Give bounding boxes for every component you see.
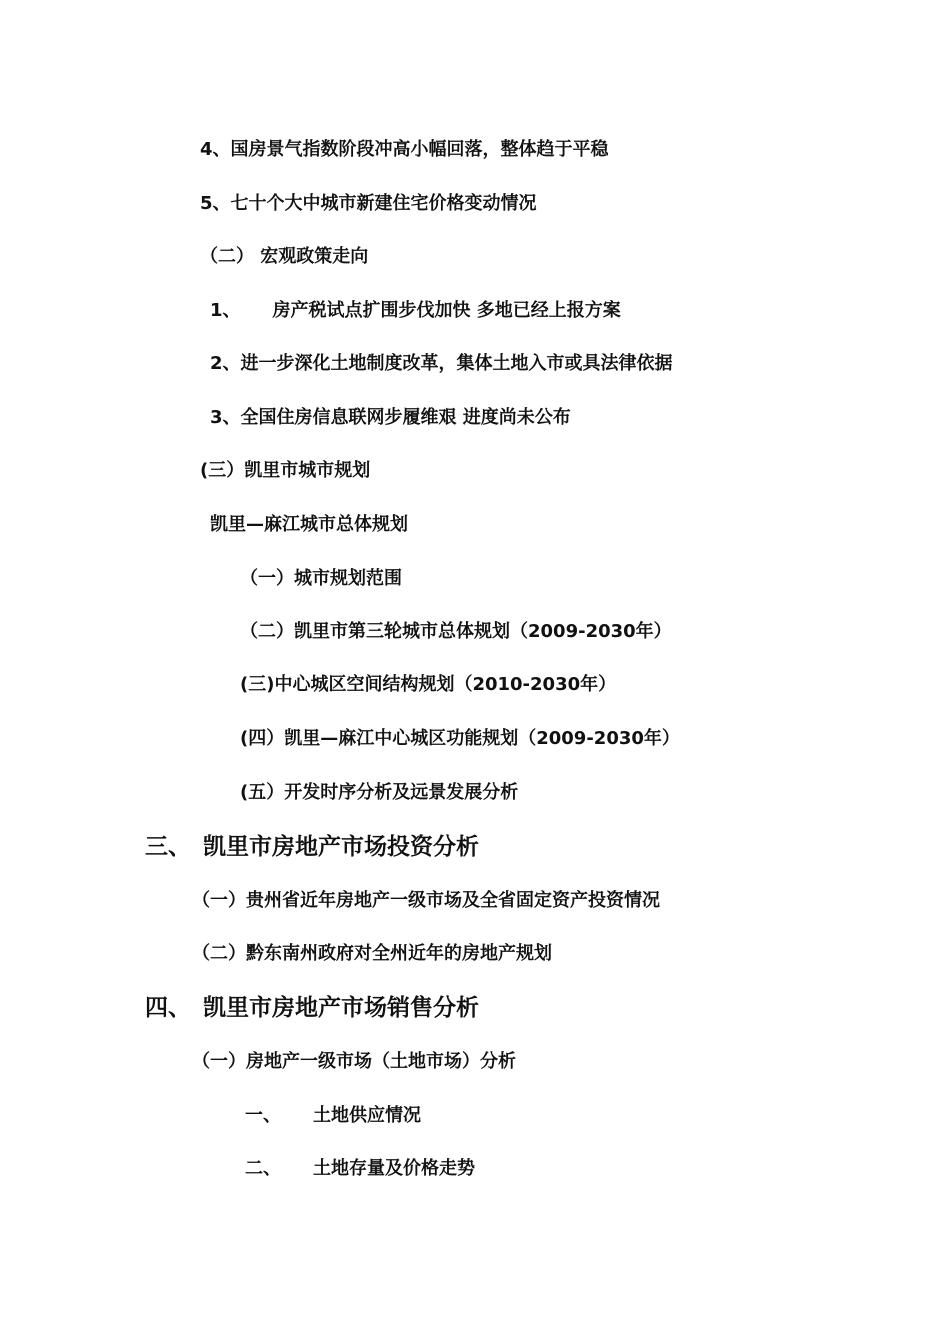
toc-entry-guizhou-investment: （一）贵州省近年房地产一级市场及全省固定资产投资情况 (192, 890, 660, 911)
toc-entry-3-housing-info-network: 3、全国住房信息联网步履维艰 进度尚未公布 (210, 407, 571, 428)
toc-chapter-4-sales (145, 993, 479, 1023)
toc-entry-functional-planning: (四）凯里—麻江中心城区功能规划（2009-2030年） (240, 728, 680, 749)
toc-entry-qiandongnan-planning: （二）黔东南州政府对全州近年的房地产规划 (192, 943, 552, 964)
toc-chapter-3-investment (145, 832, 479, 862)
toc-entry-text: 土地存量及价格走势 (313, 1158, 475, 1179)
toc-entry-land-supply (245, 1104, 421, 1128)
toc-entry-5-housing-prices: 5、七十个大中城市新建住宅价格变动情况 (200, 193, 537, 214)
toc-entry-number: 一、 (245, 1105, 281, 1126)
toc-entry-land-stock-prices (245, 1157, 475, 1181)
toc-entry-number: 二、 (245, 1158, 281, 1179)
toc-entry-third-master-plan: （二）凯里市第三轮城市总体规划（2009-2030年） (240, 621, 672, 642)
toc-entry-development-sequence: (五）开发时序分析及远景发展分析 (240, 782, 519, 803)
toc-chapter-number: 四、 (145, 995, 191, 1021)
toc-entry-2-land-reform: 2、进一步深化土地制度改革，集体土地入市或具法律依据 (210, 353, 673, 374)
toc-entry-kaili-majiang-master-plan: 凯里—麻江城市总体规划 (210, 514, 408, 535)
toc-entry-land-market: （一）房地产一级市场（土地市场）分析 (192, 1051, 516, 1072)
toc-entry-1-property-tax (210, 299, 621, 323)
toc-section-macro-policy: （二） 宏观政策走向 (200, 246, 369, 267)
toc-entry-number: 1、 (210, 300, 241, 321)
toc-entry-4-housing-index: 4、国房景气指数阶段冲高小幅回落，整体趋于平稳 (200, 139, 609, 160)
toc-entry-text: 土地供应情况 (313, 1105, 421, 1126)
toc-entry-spatial-structure: (三)中心城区空间结构规划（2010-2030年） (240, 674, 617, 695)
toc-entry-planning-scope: （一）城市规划范围 (240, 568, 402, 589)
toc-chapter-title: 凯里市房地产市场销售分析 (203, 995, 479, 1021)
toc-chapter-title: 凯里市房地产市场投资分析 (203, 834, 479, 860)
toc-chapter-number: 三、 (145, 834, 191, 860)
toc-entry-text: 房产税试点扩围步伐加快 多地已经上报方案 (272, 300, 621, 321)
toc-section-city-planning: (三）凯里市城市规划 (200, 460, 371, 481)
